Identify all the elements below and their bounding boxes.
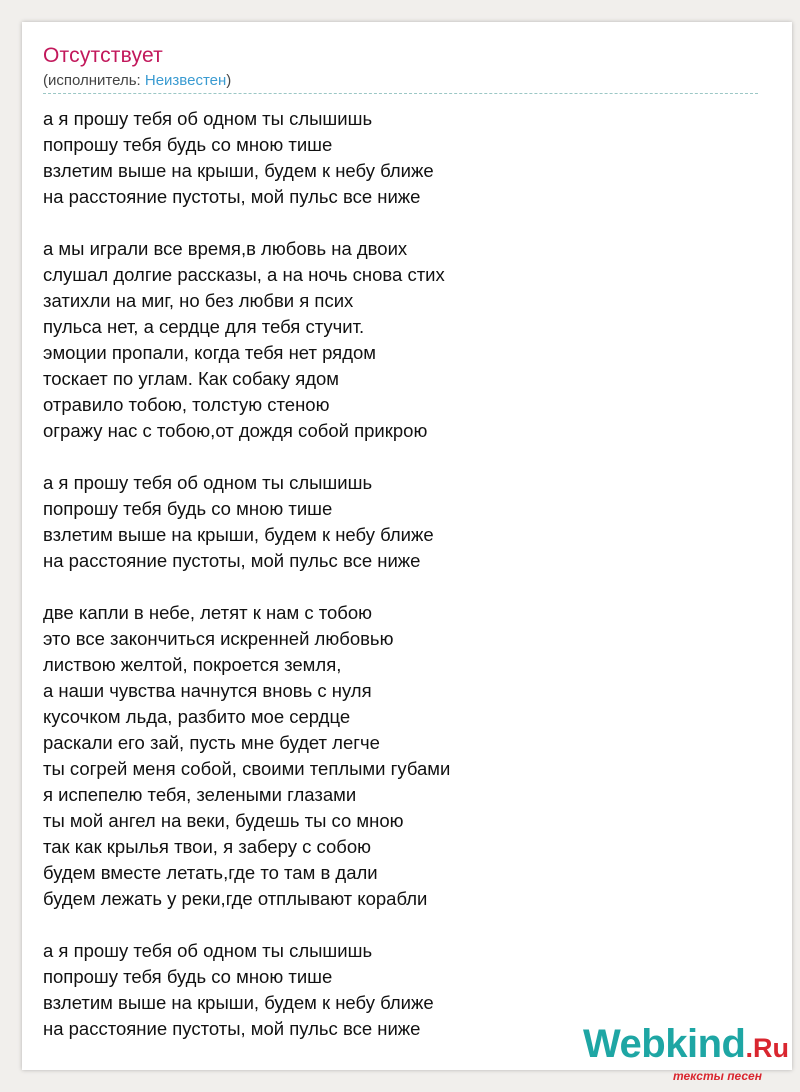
lyric-line: огражу нас с тобою,от дождя собой прикрою xyxy=(43,420,428,441)
lyric-line: а я прошу тебя об одном ты слышишь xyxy=(43,472,373,493)
lyric-line: на расстояние пустоты, мой пульс все ниже xyxy=(43,186,421,207)
stanza-gap xyxy=(43,444,743,470)
logo-suffix-text: .Ru xyxy=(745,1033,789,1063)
artist-link[interactable]: Неизвестен xyxy=(144,72,227,89)
artist-prefix: (исполнитель: xyxy=(43,72,145,89)
lyric-line: листвою желтой, покроется земля, xyxy=(43,654,342,675)
lyric-line: попрошу тебя будь со мною тише xyxy=(43,966,333,987)
stanza-gap xyxy=(43,210,743,236)
logo-tagline: тексты песен xyxy=(673,1069,762,1083)
lyric-line: а мы играли все время,в любовь на двоих xyxy=(43,238,408,259)
lyric-line: эмоции пропали, когда тебя нет рядом xyxy=(43,342,376,363)
stanza-gap xyxy=(43,912,743,938)
lyric-line: раскали его зай, пусть мне будет легче xyxy=(43,732,380,753)
artist-line xyxy=(43,72,231,89)
lyric-line: а я прошу тебя об одном ты слышишь xyxy=(43,108,373,129)
lyric-line: так как крылья твои, я заберу с собою xyxy=(43,836,372,857)
lyric-line: ты мой ангел на веки, будешь ты со мною xyxy=(43,810,404,831)
title-divider xyxy=(43,93,758,94)
song-title: Отсутствует xyxy=(43,44,163,67)
lyric-line: это все закончиться искренней любовью xyxy=(43,628,394,649)
lyric-line: попрошу тебя будь со мною тише xyxy=(43,134,333,155)
stanza-gap xyxy=(43,574,743,600)
lyric-line: затихли на миг, но без любви я псих xyxy=(43,290,354,311)
lyrics-text xyxy=(43,106,743,1042)
lyric-line: будем вместе летать,где то там в дали xyxy=(43,862,378,883)
lyric-line: взлетим выше на крыши, будем к небу ближе xyxy=(43,160,434,181)
lyric-line: будем лежать у реки,где отплывают корабли xyxy=(43,888,428,909)
lyric-line: тоскает по углам. Как собаку ядом xyxy=(43,368,340,389)
lyric-line: на расстояние пустоты, мой пульс все ниже xyxy=(43,550,421,571)
lyric-line: взлетим выше на крыши, будем к небу ближе xyxy=(43,524,434,545)
lyric-line: я испепелю тебя, зелеными глазами xyxy=(43,784,357,805)
artist-suffix: ) xyxy=(226,72,232,89)
lyric-line: слушал долгие рассказы, а на ночь снова стих xyxy=(43,264,445,285)
lyric-line: а я прошу тебя об одном ты слышишь xyxy=(43,940,373,961)
lyric-line: пульса нет, а сердце для тебя стучит. xyxy=(43,316,365,337)
lyric-line: а наши чувства начнутся вновь с нуля xyxy=(43,680,372,701)
lyric-line: ты согрей меня собой, своими теплыми губами xyxy=(43,758,451,779)
site-logo[interactable] xyxy=(583,1022,789,1083)
lyric-line: взлетим выше на крыши, будем к небу ближе xyxy=(43,992,434,1013)
lyric-line: две капли в небе, летят к нам с тобою xyxy=(43,602,373,623)
lyric-line: попрошу тебя будь со мною тише xyxy=(43,498,333,519)
lyric-line: кусочком льда, разбито мое сердце xyxy=(43,706,351,727)
lyric-line: на расстояние пустоты, мой пульс все ниже xyxy=(43,1018,421,1039)
lyric-line: отравило тобою, толстую стеною xyxy=(43,394,330,415)
logo-main-text: Webkind xyxy=(583,1022,746,1066)
